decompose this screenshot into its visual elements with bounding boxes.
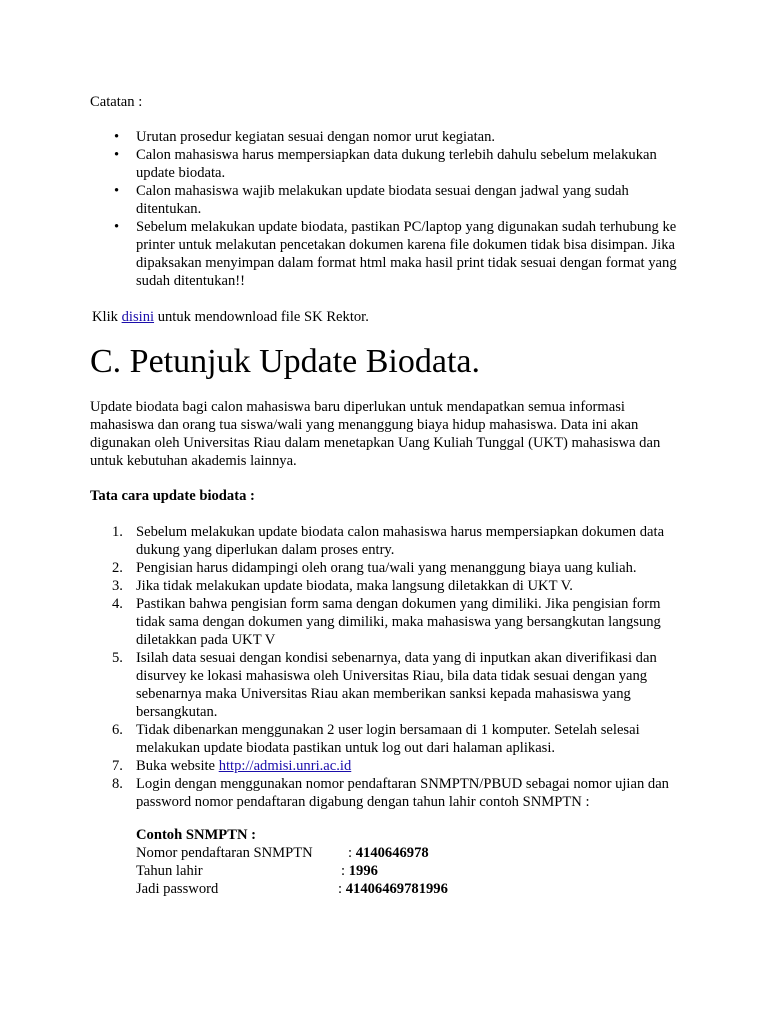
step-number: 4. <box>112 596 123 612</box>
step-text: Isilah data sesuai dengan kondisi sebenarnya, data yang di inputkan akan diverifikasi dan disurvey ke lokasi mahasiswa oleh Universitas Riau, bila data tidak sesuai dengan yang sebenarnya maka Universitas Riau akan memberikan sanksi kepada mahasiswa yang bersangkutan. <box>136 650 657 720</box>
step-text: Pengisian harus didampingi oleh orang tua/wali yang menanggung biaya uang kuliah. <box>136 560 637 576</box>
step-item <box>112 559 681 577</box>
notes-label: Catatan : <box>90 94 143 110</box>
step-text: Tidak dibenarkan menggunakan 2 user login bersamaan di 1 komputer. Setelah selesai melakukan update biodata pastikan untuk log out dari halaman aplikasi. <box>136 722 640 756</box>
example-value: : 4140646978 <box>348 845 429 861</box>
step-number: 2. <box>112 560 123 576</box>
step-number: 7. <box>112 758 123 774</box>
download-prefix: Klik <box>92 309 118 325</box>
download-link[interactable]: disini <box>121 309 155 325</box>
step-item <box>112 721 681 757</box>
step-item <box>112 577 681 595</box>
step-number: 3. <box>112 578 123 594</box>
example-value: : 1996 <box>341 863 378 879</box>
example-row <box>136 844 536 862</box>
example-label: Nomor pendaftaran SNMPTN <box>136 845 313 861</box>
example-title: Contoh SNMPTN : <box>136 827 256 843</box>
step-item <box>112 757 681 775</box>
website-link[interactable]: http://admisi.unri.ac.id <box>218 758 352 774</box>
step-text: Buka website <box>136 758 216 774</box>
notes-item: • Calon mahasiswa harus mempersiapkan data dukung terlebih dahulu sebelum melakukan update biodata. <box>136 146 696 182</box>
download-line <box>92 308 369 326</box>
section-heading: C. Petunjuk Update Biodata. <box>90 343 481 380</box>
steps-list <box>112 523 681 811</box>
notes-item: • Urutan prosedur kegiatan sesuai dengan nomor urut kegiatan. <box>136 128 696 146</box>
step-item <box>112 595 681 649</box>
notes-item: • Calon mahasiswa wajib melakukan update biodata sesuai dengan jadwal yang sudah ditentukan. <box>136 182 696 218</box>
example-row <box>136 880 536 898</box>
example-row <box>136 862 536 880</box>
step-number: 8. <box>112 776 123 792</box>
download-suffix: untuk mendownload file SK Rektor. <box>157 309 369 325</box>
step-number: 5. <box>112 650 123 666</box>
step-item <box>112 775 681 811</box>
step-item <box>112 523 681 559</box>
step-text: Jika tidak melakukan update biodata, maka langsung diletakkan di UKT V. <box>136 578 573 594</box>
steps-title: Tata cara update biodata : <box>90 488 255 504</box>
example-label: Tahun lahir <box>136 863 203 879</box>
notes-list <box>136 128 696 290</box>
notes-item: • Sebelum melakukan update biodata, pastikan PC/laptop yang digunakan sudah terhubung ke printer untuk melakutan pencetakan dokumen karena file dokumen tidak bisa disimpan. Jika dipaksakan menyimpan dalam format html maka hasil print tidak sesuai dengan format yang sudah ditentukan!! <box>136 218 696 290</box>
step-text: Pastikan bahwa pengisian form sama dengan dokumen yang dimiliki. Jika pengisian form tidak sama dengan dokumen yang dimiliki, maka mahasiswa yang bersangkutan langsung diletakkan pada UKT V <box>136 596 661 648</box>
example-label: Jadi password <box>136 881 219 897</box>
step-number: 6. <box>112 722 123 738</box>
example-block <box>136 826 536 898</box>
step-text: Login dengan menggunakan nomor pendaftaran SNMPTN/PBUD sebagai nomor ujian dan password nomor pendaftaran digabung dengan tahun lahir contoh SNMPTN : <box>136 776 669 810</box>
step-number: 1. <box>112 524 123 540</box>
step-text: Sebelum melakukan update biodata calon mahasiswa harus mempersiapkan dokumen data dukung yang diperlukan dalam proses entry. <box>136 524 665 558</box>
example-value: : 41406469781996 <box>338 881 448 897</box>
section-intro: Update biodata bagi calon mahasiswa baru diperlukan untuk mendapatkan semua informasi mahasiswa dan orang tua siswa/wali yang menanggung biaya hidup mahasiswa. Data ini akan digunakan oleh Universitas Riau dalam menetapkan Uang Kuliah Tunggal (UKT) mahasiswa dan untuk kebutuhan akademis lainnya. <box>90 399 661 469</box>
step-item <box>112 649 681 721</box>
